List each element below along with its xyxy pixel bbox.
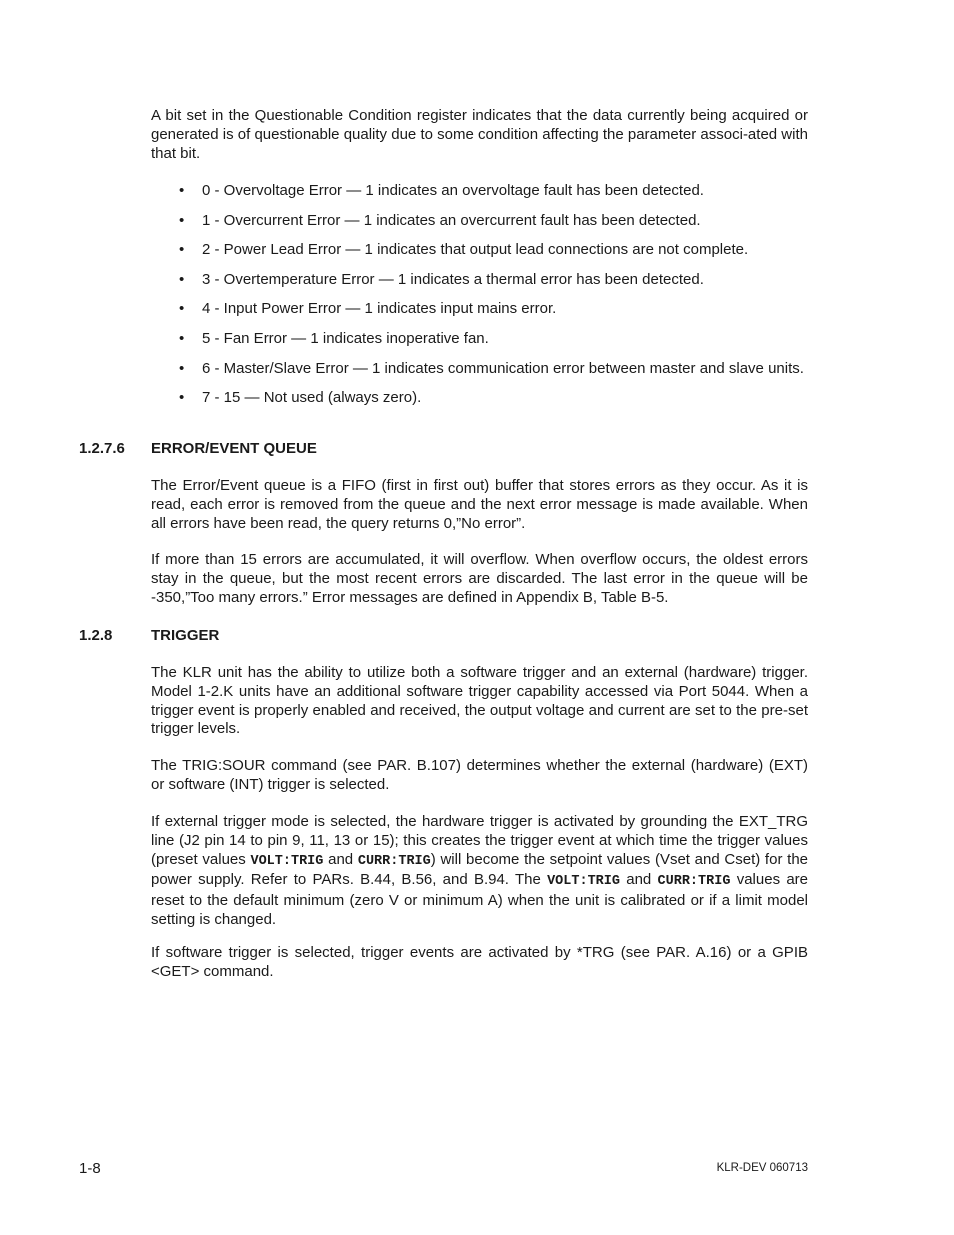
section-number: 1.2.7.6	[79, 440, 125, 457]
list-item: • 6 - Master/Slave Error — 1 indicates communication error between master and slave units.	[179, 359, 804, 377]
bullet-icon: •	[179, 211, 185, 229]
trigger-paragraph-3: If external trigger mode is selected, the hardware trigger is activated by grounding the EXT_TRG line (J2 pin 14 to pin 9, 11, 13 or 15); this creates the trigger event at which time the trigger values (preset values VOLT:TRIG and CURR:TRIG) will become the setpoint values (Vset and Cset) for the power supply. Refer to PARs. B.44, B.56, and B.94. The VOLT:TRIG and CURR:TRIG values are reset to the default minimum (zero V or minimum A) when the unit is calibrated or if a limit model setting is changed.	[151, 813, 808, 928]
section-title: ERROR/EVENT QUEUE	[151, 440, 317, 457]
bullet-icon: •	[179, 359, 185, 377]
trigger-paragraph-4: If software trigger is selected, trigger events are activated by *TRG (see PAR. A.16) or a GPIB <GET> command.	[151, 944, 808, 980]
list-item: • 1 - Overcurrent Error — 1 indicates an overcurrent fault has been detected.	[179, 211, 701, 229]
list-item: • 0 - Overvoltage Error — 1 indicates an overvoltage fault has been detected.	[179, 182, 704, 199]
section-title: TRIGGER	[151, 627, 220, 644]
list-item: • 7 - 15 — Not used (always zero).	[179, 389, 422, 407]
code-volt-trig: VOLT:TRIG	[547, 874, 620, 890]
list-item: • 3 - Overtemperature Error — 1 indicates a thermal error has been detected.	[179, 270, 704, 288]
trigger-paragraph-1: The KLR unit has the ability to utilize both a software trigger and an external (hardware) trigger. Model 1-2.K units have an additional software trigger capability accessed via Port 5044. When a trigger event is properly enabled and received, the output voltage and current are set to the pre-set trigger levels.	[151, 664, 808, 738]
trigger-paragraph-2: The TRIG:SOUR command (see PAR. B.107) determines whether the external (hardware) (EXT) or software (INT) trigger is selected.	[151, 757, 808, 793]
page-number: 1-8	[79, 1160, 101, 1177]
document-id: KLR-DEV 060713	[716, 1162, 808, 1174]
bullet-icon: •	[179, 329, 185, 347]
error-queue-paragraph-1: The Error/Event queue is a FIFO (first in first out) buffer that stores errors as they occur. As it is read, each error is removed from the queue and the next error message is made available. When all errors have been read, the query returns 0,”No error”.	[151, 477, 808, 532]
section-number: 1.2.8	[79, 627, 113, 644]
bullet-icon: •	[179, 300, 185, 318]
list-item: • 2 - Power Lead Error — 1 indicates that output lead connections are not complete.	[179, 241, 749, 259]
bullet-icon: •	[179, 270, 185, 288]
bullet-icon: •	[179, 241, 185, 259]
code-curr-trig: CURR:TRIG	[657, 874, 731, 890]
code-volt-trig: VOLT:TRIG	[250, 853, 324, 869]
error-queue-paragraph-2: If more than 15 errors are accumulated, it will overflow. When overflow occurs, the oldest errors stay in the queue, but the most recent errors are discarded. The last error in the queue will be -350,”Too many errors.” Error messages are defined in Appendix B, Table B-5.	[151, 551, 808, 606]
bit-list	[151, 182, 808, 419]
code-curr-trig: CURR:TRIG	[357, 853, 431, 869]
list-item: • 5 - Fan Error — 1 indicates inoperative fan.	[179, 329, 489, 347]
list-item: • 4 - Input Power Error — 1 indicates input mains error.	[179, 300, 557, 318]
bullet-icon: •	[179, 182, 185, 199]
intro-paragraph: A bit set in the Questionable Condition register indicates that the data currently being acquired or generated is of questionable quality due to some condition affecting the parameter associ-ated with that bit.	[151, 107, 808, 162]
bullet-icon: •	[179, 389, 185, 407]
